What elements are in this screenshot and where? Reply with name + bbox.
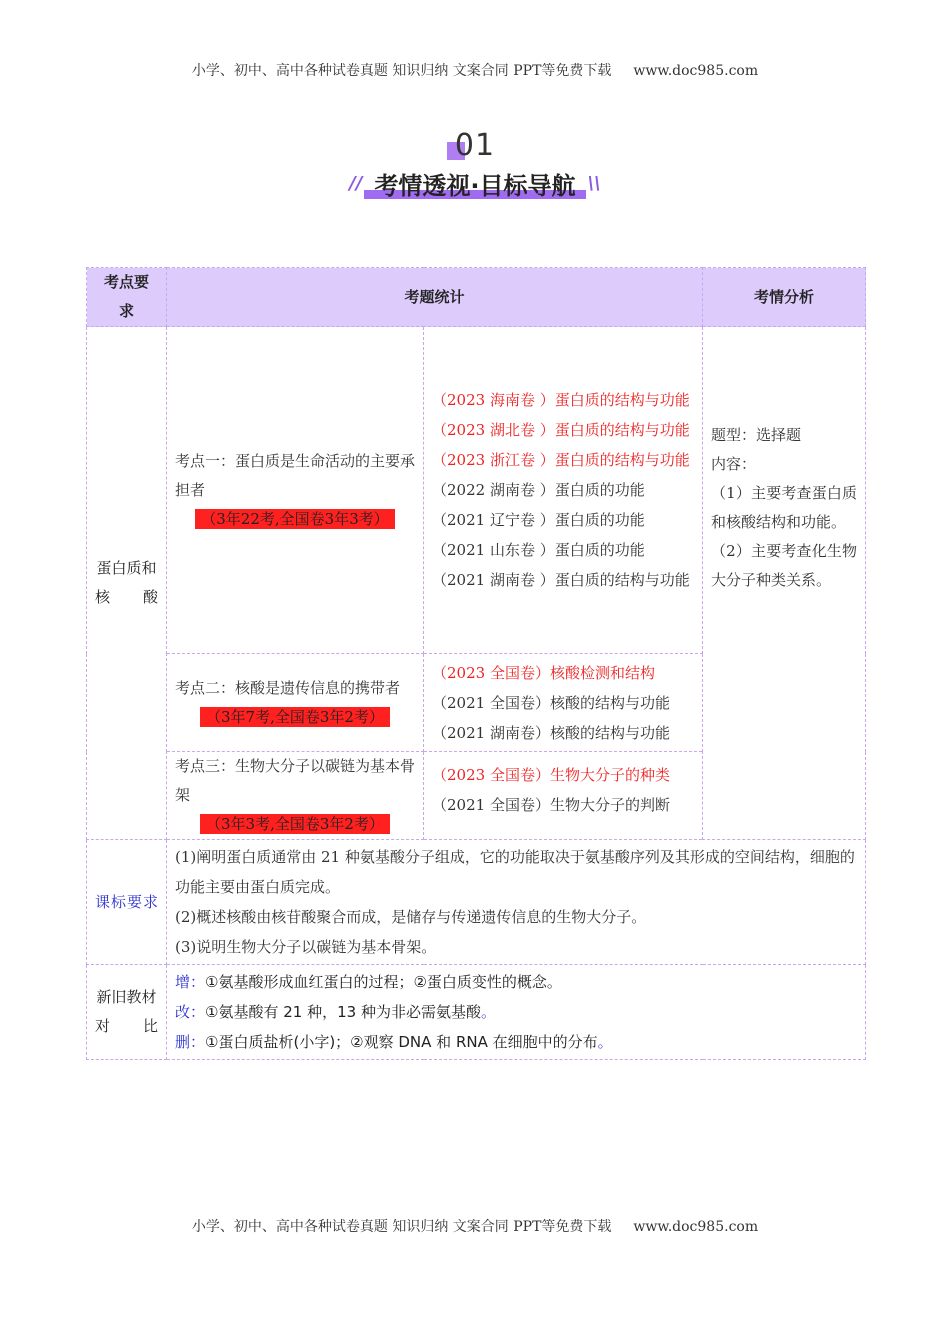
point-1-title: 考点一：蛋白质是生命活动的主要承担者: [175, 451, 416, 499]
point-2-badge: （3年7考,全国卷3年2考）: [200, 707, 390, 727]
point-2-cell: [167, 654, 424, 752]
table-header-row: [87, 268, 866, 327]
section-number: 01: [454, 128, 496, 163]
header-analysis: 考情分析: [703, 268, 866, 327]
compare-label: 新旧教材对比: [87, 965, 167, 1060]
point-3-cell: [167, 752, 424, 840]
header-site-link[interactable]: www.doc985.com: [633, 63, 759, 79]
question-item: （2023 湖北卷 ）蛋白质的结构与功能: [432, 421, 690, 439]
slash-decoration-left: //: [349, 173, 363, 194]
question-item: （2022 湖南卷 ）蛋白质的功能: [432, 481, 645, 499]
footer-site-link[interactable]: www.doc985.com: [633, 1219, 759, 1235]
table-row: [87, 327, 866, 654]
question-item: （2023 浙江卷 ）蛋白质的结构与功能: [432, 451, 690, 469]
analysis-line: 内容：: [711, 455, 757, 473]
section-number-wrap: [455, 128, 495, 164]
section-title-row: [0, 166, 950, 201]
section-title: 考情透视·目标导航: [370, 166, 579, 201]
question-item: （2021 湖南卷 ）蛋白质的结构与功能: [432, 571, 690, 589]
header-requirement: 考点要求: [87, 268, 167, 327]
point-1-badge: （3年22考,全国卷3年3考）: [195, 509, 395, 529]
footer-text: 小学、初中、高中各种试卷真题 知识归纳 文案合同 PPT等免费下载: [191, 1219, 612, 1235]
table-row: [87, 840, 866, 965]
point-3-badge: （3年3考,全国卷3年2考）: [200, 814, 390, 834]
question-item: （2023 全国卷）生物大分子的种类: [432, 765, 670, 784]
section-title-block: [0, 128, 950, 201]
compare-cell: [167, 965, 866, 1060]
point-3-title: 考点三：生物大分子以碳链为基本骨架: [175, 757, 416, 804]
question-item: （2021 湖南卷）核酸的结构与功能: [432, 723, 670, 742]
exam-analysis-table: [86, 267, 866, 1060]
standard-item: (3)说明生物大分子以碳链为基本骨架。: [175, 938, 437, 956]
standard-item: (1)阐明蛋白质通常由 21 种氨基酸分子组成，它的功能取决于氨基酸序列及其形成的空间结构，细胞的功能主要由蛋白质完成。: [175, 848, 855, 896]
point-1-questions: [424, 327, 703, 654]
point-3-questions: [424, 752, 703, 840]
standard-item: (2)概述核酸由核苷酸聚合而成，是储存与传递遗传信息的生物大分子。: [175, 908, 647, 926]
compare-item-add: 增：①氨基酸形成血红蛋白的过程；②蛋白质变性的概念。: [175, 973, 562, 991]
analysis-line: 题型：选择题: [711, 426, 802, 444]
header-text: 小学、初中、高中各种试卷真题 知识归纳 文案合同 PPT等免费下载: [191, 63, 612, 79]
slash-decoration-right: \\: [587, 173, 601, 194]
compare-item-remove: 删：①蛋白质盐析(小字)；②观察 DNA 和 RNA 在细胞中的分布。: [175, 1033, 613, 1051]
question-item: （2021 全国卷）核酸的结构与功能: [432, 693, 670, 712]
point-1-cell: [167, 327, 424, 654]
standard-label: 课标要求: [87, 840, 167, 965]
analysis-cell: [703, 327, 866, 840]
topic-label: 蛋白质和核酸: [87, 327, 167, 840]
page-footer: [0, 1216, 950, 1236]
point-2-title: 考点二：核酸是遗传信息的携带者: [175, 678, 401, 697]
point-2-questions: [424, 654, 703, 752]
question-item: （2021 全国卷）生物大分子的判断: [432, 795, 670, 814]
page-header: [0, 60, 950, 80]
question-item: （2023 海南卷 ）蛋白质的结构与功能: [432, 391, 690, 409]
analysis-line: （2）主要考查化生物大分子种类关系。: [711, 542, 858, 589]
compare-item-change: 改：①氨基酸有 21 种，13 种为非必需氨基酸。: [175, 1003, 496, 1021]
standard-cell: [167, 840, 866, 965]
header-statistics: 考题统计: [167, 268, 703, 327]
question-item: （2021 山东卷 ）蛋白质的功能: [432, 541, 645, 559]
question-item: （2023 全国卷）核酸检测和结构: [432, 663, 655, 682]
table-row: [87, 965, 866, 1060]
analysis-line: （1）主要考查蛋白质和核酸结构和功能。: [711, 484, 858, 531]
question-item: （2021 辽宁卷 ）蛋白质的功能: [432, 511, 645, 529]
